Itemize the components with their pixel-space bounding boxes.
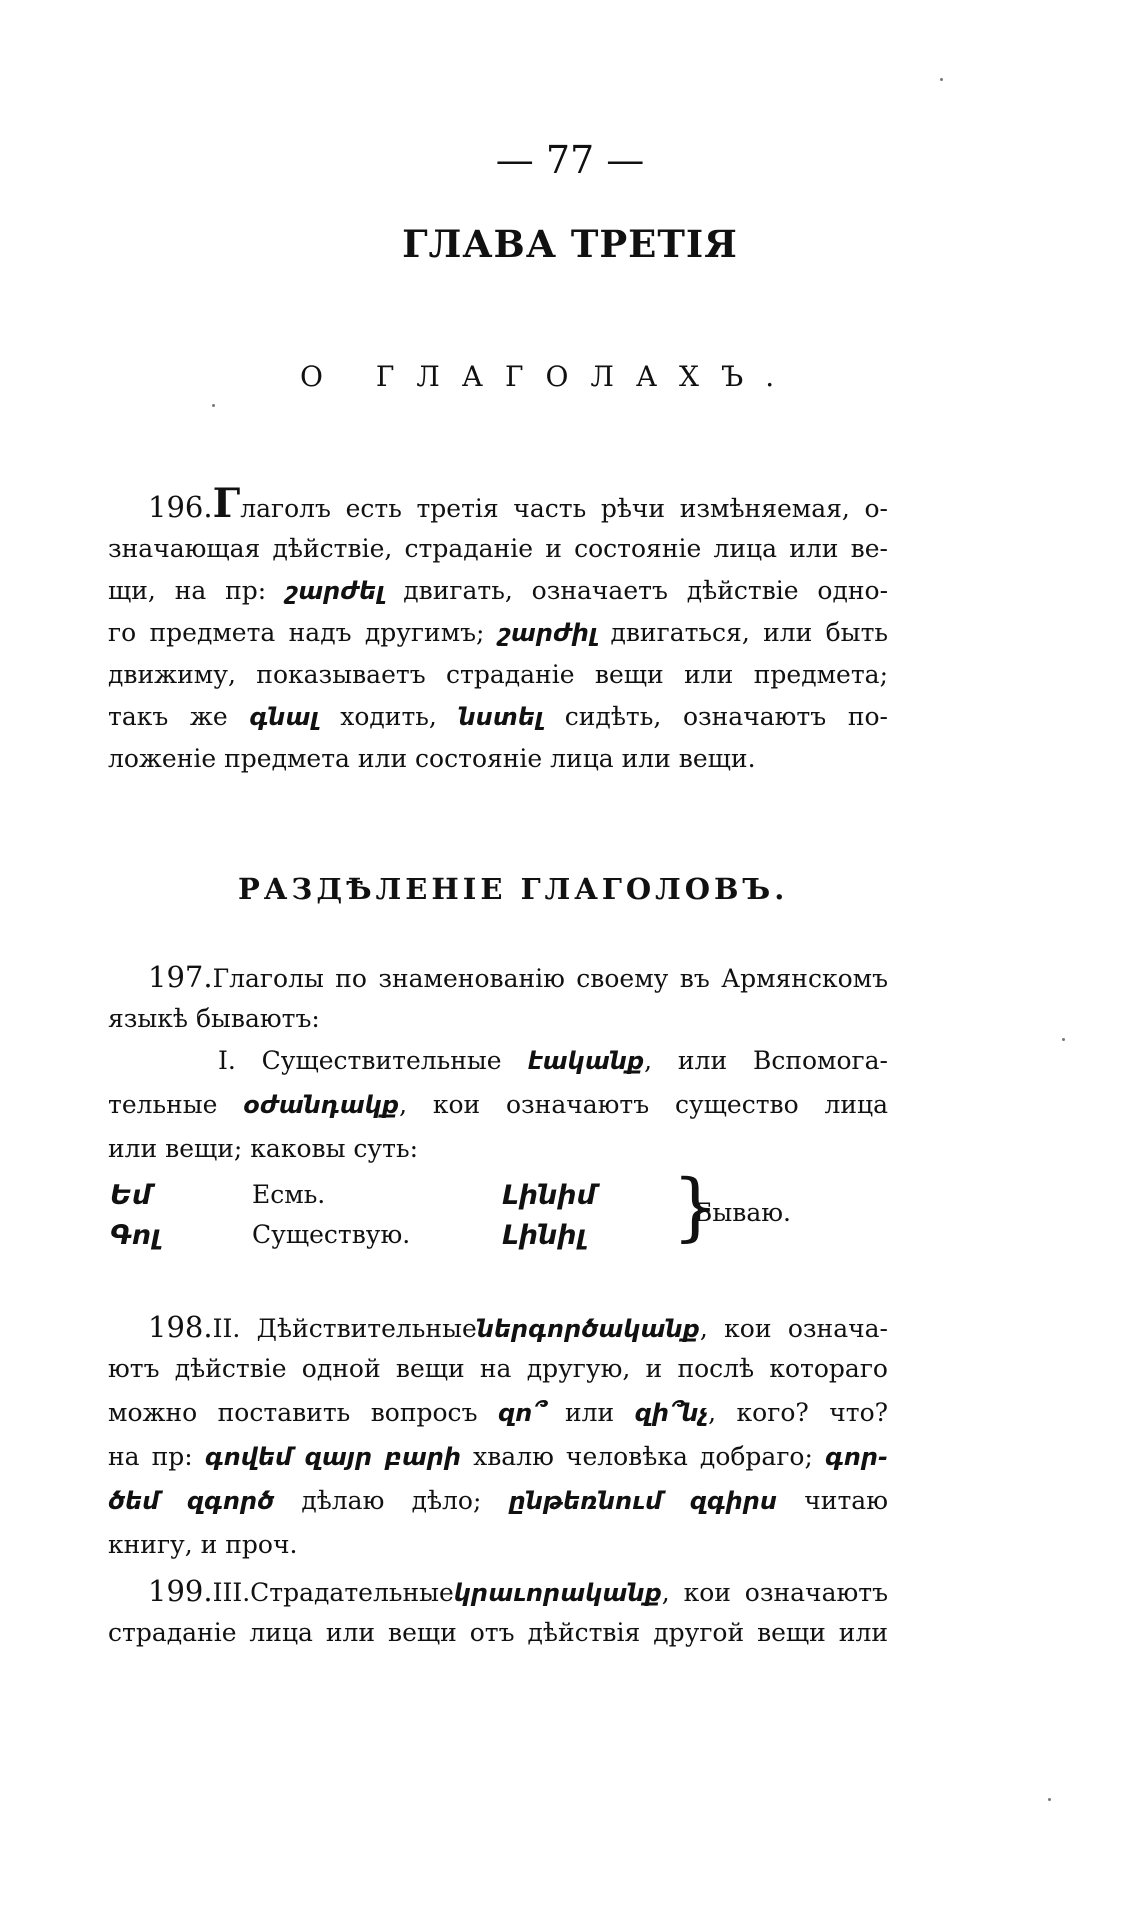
scan-speck (212, 404, 215, 407)
scan-speck (1048, 1798, 1051, 1801)
table-russian-2: Существую. (252, 1220, 411, 1249)
table-armenian-3: Գոլ (110, 1220, 161, 1251)
paragraph-number: 198. (148, 1310, 213, 1344)
p199-line-1: 199.III.Страдательныеկրաւորականք, кои означаютъ (148, 1574, 888, 1608)
armenian-word: գնալ (249, 703, 319, 731)
p199-line-2: страданіе лица или вещи отъ дѣйствія другой вещи или (108, 1618, 888, 1647)
paragraph-number: 196. (148, 490, 213, 524)
p197-line-3: I. Существительные էականք, или Вспомога- (218, 1046, 889, 1075)
p196-line-4: го предмета надъ другимъ; շարժիլ двигаться, или быть (108, 618, 889, 647)
table-russian-1: Есмь. (252, 1180, 326, 1209)
armenian-word: գովեմ զայր բարի (204, 1443, 462, 1471)
armenian-word: կրաւորականք (453, 1579, 662, 1607)
table-armenian-4: Լինիլ (502, 1220, 586, 1251)
p196-line-2: значающая дѣйствіе, страданіе и состояніе лица или ве- (108, 534, 888, 563)
p197-line-5: или вещи; каковы суть: (108, 1134, 418, 1163)
grouping-brace: } (672, 1164, 720, 1250)
p198-line-5: ծեմ զգործ дѣлаю дѣло; ընթեռնում զգիրս читаю (108, 1486, 888, 1515)
p198-line-3: можно поставить вопросъ զո՞ или զի՞նչ, кого? что? (108, 1398, 889, 1427)
section-title-division: РАЗДѢЛЕНІЕ ГЛАГОЛОВЪ. (238, 872, 789, 906)
page-number: — 77 — (495, 138, 645, 182)
p197-line-4: тельные օժանդակք, кои означаютъ существо лица (108, 1090, 888, 1119)
armenian-word: զո՞ (497, 1399, 545, 1427)
armenian-word: օժանդակք (243, 1091, 400, 1119)
p196-line-6: такъ же գնալ ходить, նստել сидѣть, означаютъ по- (108, 702, 888, 731)
paragraph-number: 199. (148, 1574, 213, 1608)
scan-speck (940, 78, 943, 81)
scan-speck (1062, 1038, 1065, 1041)
p196-line-5: движиму, показываетъ страданіе вещи или предмета; (108, 660, 888, 689)
p196-line-7: ложеніе предмета или состояніе лица или вещи. (108, 744, 756, 773)
armenian-word: ներգործականք (476, 1315, 700, 1343)
p198-line-4: на пр: գովեմ զայր բարի хвалю человѣка добраго; գոր- (108, 1442, 888, 1471)
brace-label: Бываю. (694, 1198, 791, 1227)
paragraph-number: 197. (148, 960, 213, 994)
p197-line-2: языкѣ бываютъ: (108, 1004, 320, 1033)
table-armenian-1: Եմ (110, 1180, 152, 1211)
armenian-word: ծեմ զգործ (108, 1487, 275, 1515)
p196-line-1: 196.Глаголъ есть третія часть рѣчи измѣняемая, о- (148, 480, 888, 527)
p198-line-2: ютъ дѣйствіе одной вещи на другую, и послѣ котораго (108, 1354, 888, 1383)
armenian-word: գոր- (824, 1443, 888, 1471)
table-armenian-2: Լինիմ (502, 1180, 596, 1211)
drop-initial: Г (212, 480, 241, 527)
chapter-title: ГЛАВА ТРЕТІЯ (402, 222, 738, 266)
armenian-word: շարժիլ (497, 619, 598, 647)
armenian-word: էականք (527, 1047, 645, 1075)
armenian-word: զի՞նչ (634, 1399, 709, 1427)
p198-line-6: книгу, и проч. (108, 1530, 298, 1559)
section-title-verbs: О ГЛАГОЛАХЪ. (300, 360, 797, 393)
p197-line-1: 197.Глаголы по знаменованію своему въ Армянскомъ (148, 960, 888, 994)
armenian-word: ընթեռնում զգիրս (508, 1487, 778, 1515)
p198-line-1: 198.II. Дѣйствительныеներգործականք, кои означа- (148, 1310, 888, 1344)
armenian-word: նստել (458, 703, 544, 731)
p196-line-3: щи, на пр: շարժել двигать, означаетъ дѣйствіе одно- (108, 576, 889, 605)
armenian-word: շարժել (285, 577, 385, 605)
